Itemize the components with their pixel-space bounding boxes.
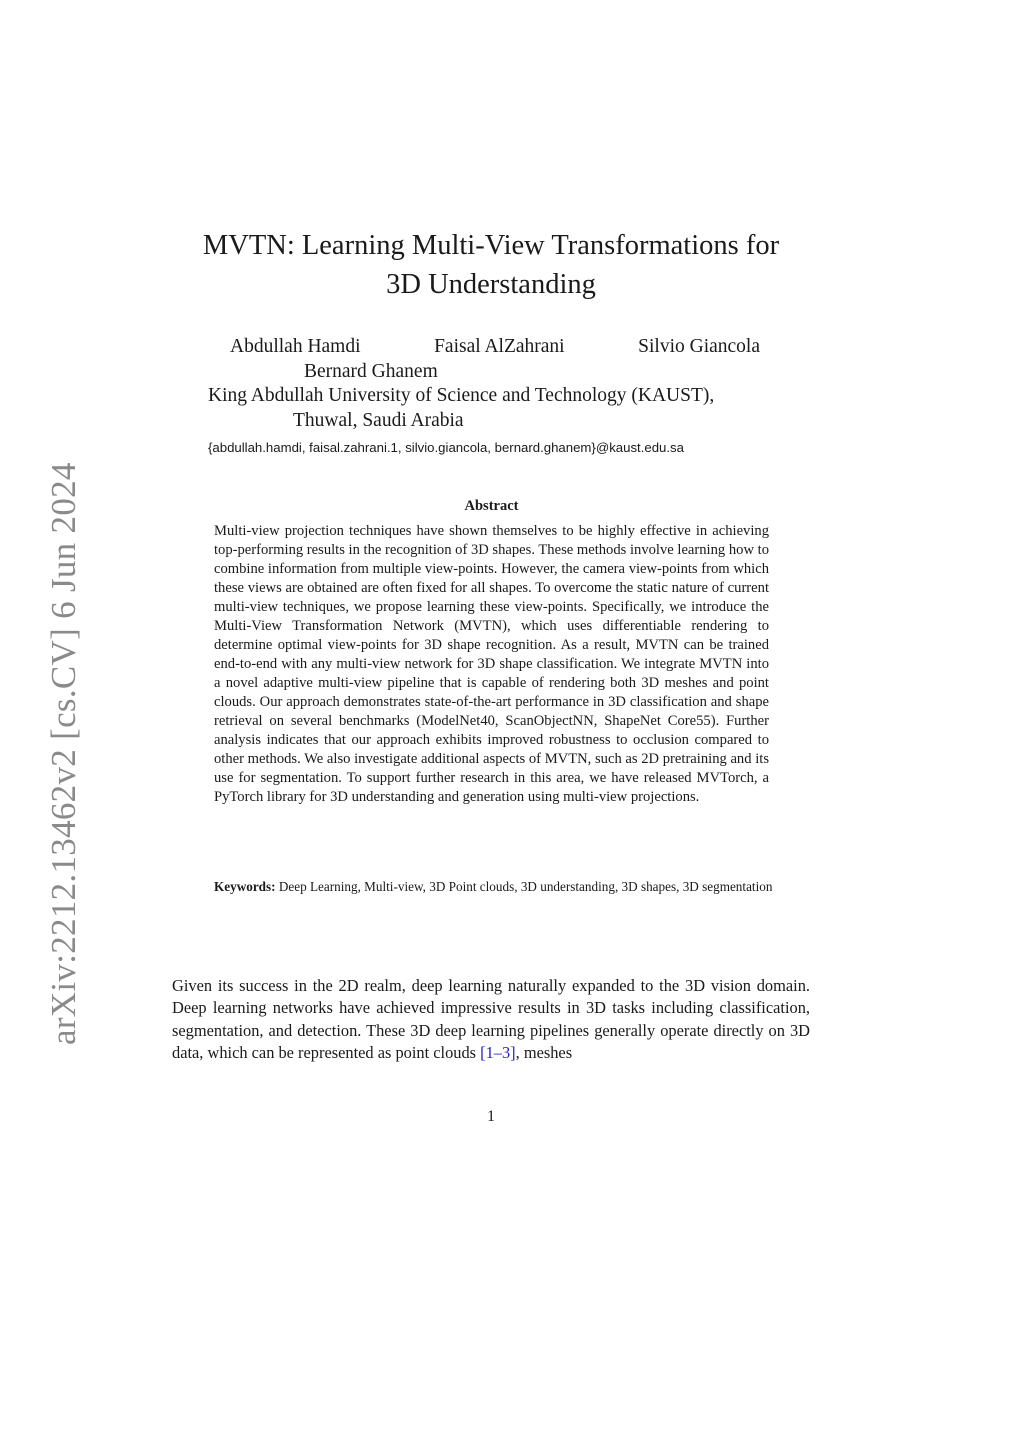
author-name: Bernard Ghanem (304, 361, 438, 382)
author-name: Faisal AlZahrani (434, 336, 565, 357)
intro-paragraph (172, 975, 810, 1064)
author-emails: {abdullah.hamdi, faisal.zahrani.1, silvio.giancola, bernard.ghanem}@kaust.edu.sa (208, 440, 684, 455)
title-line-1: MVTN: Learning Multi-View Transformations for (202, 230, 780, 261)
author-list (200, 334, 790, 384)
keywords (214, 878, 774, 896)
page-number: 1 (487, 1108, 495, 1125)
author-name: Silvio Giancola (638, 336, 760, 357)
keywords-text: Deep Learning, Multi-view, 3D Point clouds, 3D understanding, 3D shapes, 3D segmentation (278, 879, 773, 894)
affiliation-line-2: Thuwal, Saudi Arabia (293, 410, 464, 431)
paper-title (150, 226, 832, 304)
title-line-2: 3D Understanding (386, 269, 596, 300)
keywords-label: Keywords: (214, 879, 276, 894)
abstract-text: Multi-view projection techniques have shown themselves to be highly effective in achieving top-performing results in the recognition of 3D shapes. These methods involve learning how to combine information from multiple view-points. However, the camera view-points from which these views are obtained are often fixed for all shapes. To overcome the static nature of current multi-view techniques, we propose learning these view-points. Specifically, we introduce the Multi-View Transformation Network (MVTN), which uses differentiable rendering to determine optimal view-points for 3D shape recognition. As a result, MVTN can be trained end-to-end with any multi-view network for 3D shape classification. We integrate MVTN into a novel adaptive multi-view pipeline that is capable of rendering both 3D meshes and point clouds. Our approach demonstrates state-of-the-art performance in 3D classification and shape retrieval on several benchmarks (ModelNet40, ScanObjectNN, ShapeNet Core55). Further analysis indicates that our approach exhibits improved robustness to occlusion compared to other methods. We also investigate additional aspects of MVTN, such as 2D pretraining and its use for segmentation. To support further research in this area, we have released MVTorch, a PyTorch library for 3D understanding and generation using multi-view projections. (214, 523, 769, 805)
intro-text-end: , meshes (515, 1042, 573, 1062)
author-affiliation (200, 383, 790, 433)
abstract-heading: Abstract (464, 498, 519, 514)
author-name: Abdullah Hamdi (230, 336, 361, 357)
intro-text: Given its success in the 2D realm, deep learning naturally expanded to the 3D vision domain. Deep learning networks have achieved impressive results in 3D tasks including classification, segmentation, and detection. These 3D deep learning pipelines generally operate directly on 3D data, which can be represented as point clouds (172, 976, 810, 1062)
citation-link[interactable]: [1–3] (480, 1042, 516, 1062)
arxiv-identifier-stamp: arXiv:2212.13462v2 [cs.CV] 6 Jun 2024 (44, 462, 83, 1045)
affiliation-line-1: King Abdullah University of Science and Technology (KAUST), (208, 385, 715, 406)
